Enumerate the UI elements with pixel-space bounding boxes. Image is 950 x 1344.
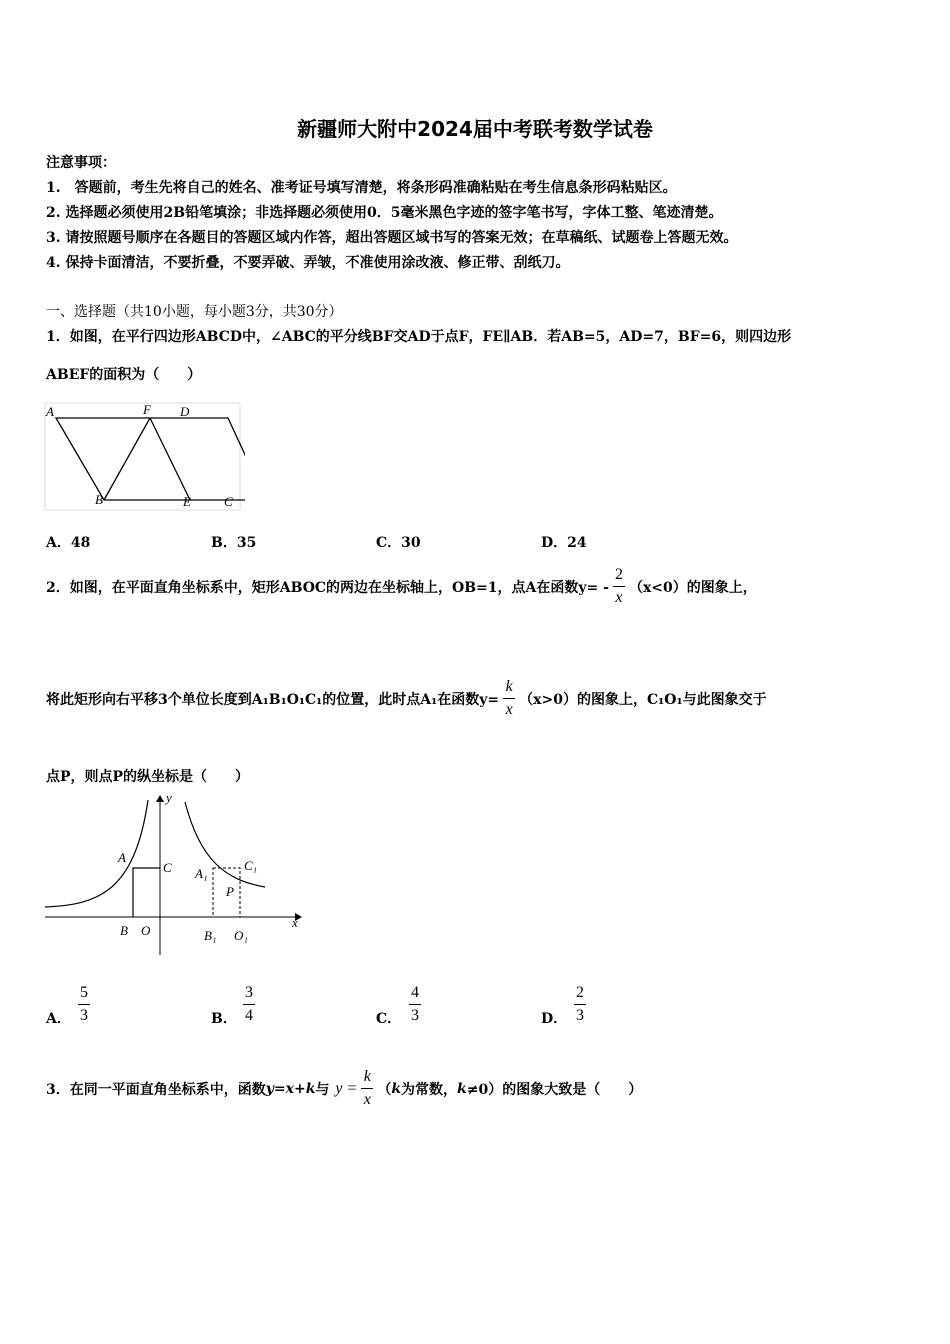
denominator: 4 (245, 1007, 253, 1024)
axis-label-y: y (166, 790, 172, 805)
q2-text: 点P，则点P的纵坐标是（ ） (46, 769, 250, 785)
point-label: B₁ (204, 928, 217, 943)
point-label: E (183, 494, 191, 509)
point-label: A (46, 404, 54, 419)
q3-text-part: ≠0）的图象大致是（ ） (466, 1081, 643, 1098)
q1-text: 1．如图，在平行四边形ABCD中，∠ABC的平分线BF交AD于点F，FE∥AB．若AB=5，AD=7，BF=6，则四边形 (46, 329, 792, 345)
note-item: 1. 答题前，考生先将自己的姓名、准考证号填写清楚，将条形码准确粘贴在考生信息条形码粘贴区。 (46, 180, 677, 196)
option-label: D． (541, 1011, 568, 1027)
numerator: 4 (411, 984, 419, 1001)
q1-option-a[interactable]: A．48 (46, 535, 91, 551)
note-item: 3. 请按照题号顺序在各题目的答题区域内作答，超出答题区域书写的答案无效；在草稿纸、试题卷上答题无效。 (46, 230, 738, 246)
point-label: A₁ (195, 866, 208, 881)
page-title: 新疆师大附中2024届中考联考数学试卷 (297, 117, 653, 141)
denominator: 3 (411, 1007, 419, 1024)
point-label: C₁ (244, 858, 258, 873)
q2-text: （x>0）的图象上，C₁O₁与此图象交于 (519, 691, 767, 708)
option-label: C． (376, 1011, 402, 1027)
q2-text: 2．如图，在平面直角坐标系中，矩形ABOC的两边在坐标轴上，OB=1，点A在函数y= - (46, 579, 609, 596)
q2-coordinate-figure (40, 790, 310, 960)
point-label: B (95, 492, 103, 507)
denominator: x (615, 589, 623, 606)
q3-text-part: 为常数， (401, 1081, 458, 1098)
q2-fraction (503, 678, 515, 719)
point-label: F (143, 402, 151, 417)
q2-line-1 (46, 566, 757, 607)
section-heading: 一、选择题（共10小题，每小题3分，共30分） (46, 304, 343, 320)
point-label: C (224, 494, 233, 509)
point-label: O₁ (234, 928, 248, 943)
denominator: x (363, 1091, 371, 1108)
numerator: k (363, 1068, 371, 1085)
q3-expression: y=x+k (265, 1080, 316, 1097)
axis-label-x: x (292, 915, 298, 930)
q1-parallelogram-figure (40, 398, 245, 513)
note-item: 4. 保持卡面清洁，不要折叠，不要弄破、弄皱，不准使用涂改液、修正带、刮纸刀。 (46, 255, 570, 271)
q2-text: （x<0）的图象上， (628, 579, 757, 596)
q2-text: 将此矩形向右平移3个单位长度到A₁B₁O₁C₁的位置，此时点A₁在函数y= (46, 691, 500, 708)
q3-k: k (457, 1080, 467, 1097)
notes-heading: 注意事项： (46, 155, 116, 171)
q3-text-part: 与 (315, 1081, 330, 1098)
option-label: B． (211, 1011, 237, 1027)
numerator: k (505, 678, 513, 695)
numerator: 5 (80, 984, 88, 1001)
q1-option-b[interactable]: B．35 (211, 535, 257, 551)
numerator: 3 (245, 984, 253, 1001)
point-label: B (120, 923, 128, 938)
q1-option-d[interactable]: D．24 (541, 535, 587, 551)
q3-k: k (391, 1080, 402, 1097)
point-label: A (118, 850, 126, 865)
point-label: C (163, 860, 172, 875)
note-item: 2. 选择题必须使用2B铅笔填涂；非选择题必须使用0．5毫米黑色字迹的签字笔书写，字体工整、笔迹清楚。 (46, 205, 723, 221)
q3-fraction (361, 1068, 373, 1109)
denominator: 3 (80, 1007, 88, 1024)
denominator: x (505, 701, 513, 718)
q3-fraction-lhs: y = (335, 1079, 358, 1097)
numerator: 2 (614, 566, 623, 583)
q1-option-c[interactable]: C．30 (376, 535, 421, 551)
point-label: P (226, 884, 234, 899)
point-label: D (180, 404, 190, 419)
q3-text-part: （ (377, 1081, 392, 1098)
q1-text: ABEF的面积为（ ） (46, 367, 202, 383)
point-label: O (141, 923, 151, 938)
option-label: A． (46, 1011, 71, 1027)
q3-text (46, 1068, 642, 1109)
q2-fraction (613, 566, 625, 607)
numerator: 2 (576, 984, 584, 1001)
q2-line-2 (46, 678, 767, 719)
q3-text-part: 3．在同一平面直角坐标系中，函数 (46, 1081, 266, 1098)
denominator: 3 (576, 1007, 584, 1024)
